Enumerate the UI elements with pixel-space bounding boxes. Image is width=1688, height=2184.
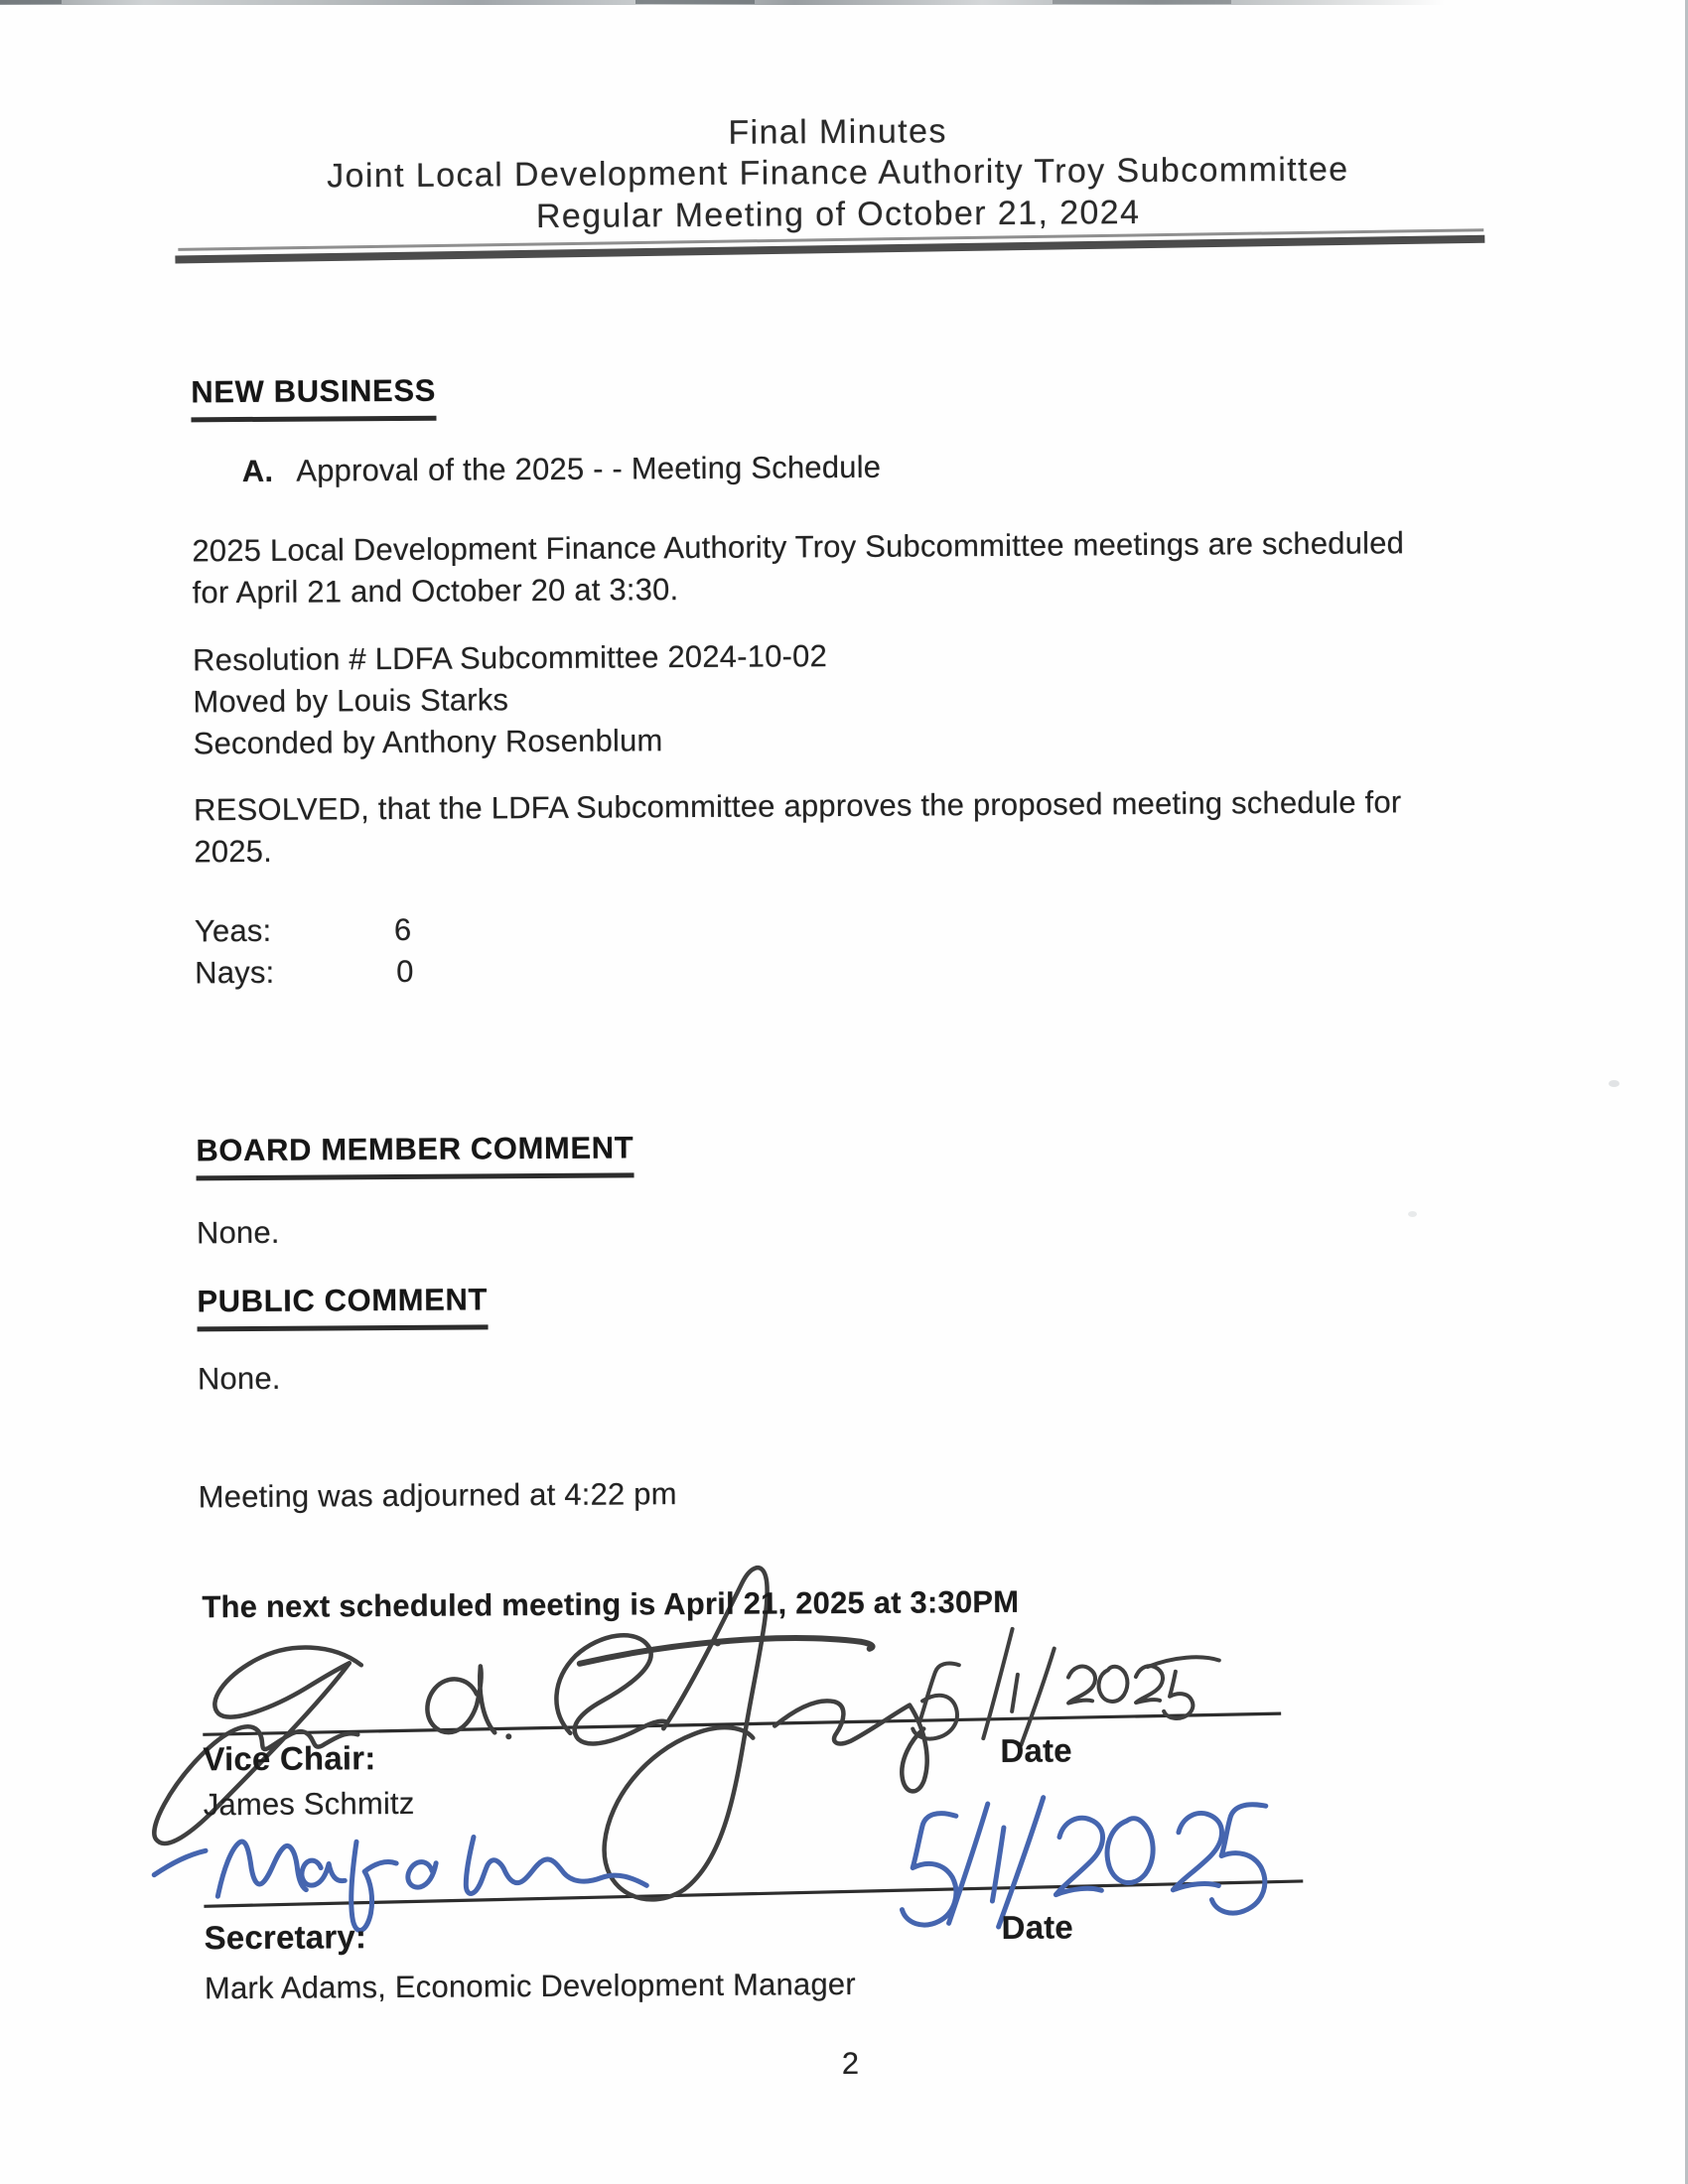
yeas-label: Yeas:	[194, 912, 272, 949]
public-comment-body: None.	[197, 1360, 281, 1397]
new-business-heading: NEW BUSINESS	[191, 370, 436, 423]
vice-chair-handwritten-date	[913, 1628, 1220, 1746]
scan-artifact-top-dash	[0, 0, 62, 4]
page-number: 2	[841, 2045, 860, 2082]
secretary-signature-line	[204, 1881, 1303, 1906]
next-meeting-line: The next scheduled meeting is April 21, 2025 at 3:30PM	[202, 1583, 1020, 1625]
document-title-line1: Final Minutes	[728, 112, 947, 152]
secretary-handwritten-date	[902, 1796, 1267, 1927]
moved-by: Moved by Louis Starks	[193, 682, 509, 720]
board-member-comment-heading: BOARD MEMBER COMMENT	[196, 1127, 633, 1180]
schedule-paragraph: 2025 Local Development Finance Authority Troy Subcommittee meetings are scheduled for April 21 and October 20 at 3:30.	[192, 525, 1405, 611]
secretary-label: Secretary:	[204, 1918, 367, 1957]
secretary-date-label: Date	[1001, 1908, 1074, 1946]
yeas-value: 6	[393, 911, 412, 948]
resolved-paragraph: RESOLVED, that the LDFA Subcommittee approves the proposed meeting schedule for 2025.	[193, 784, 1402, 870]
nays-value: 0	[396, 953, 414, 989]
vice-chair-name: James Schmitz	[203, 1785, 415, 1823]
vice-chair-date-label: Date	[1000, 1731, 1072, 1769]
adjournment-line: Meeting was adjourned at 4:22 pm	[198, 1476, 677, 1515]
resolution-block	[193, 635, 828, 764]
document-title-line3: Regular Meeting of October 21, 2024	[535, 194, 1141, 236]
agenda-item-a	[242, 447, 882, 492]
vice-chair-label: Vice Chair:	[203, 1739, 376, 1778]
document-title-line2: Joint Local Development Finance Authority Troy Subcommittee	[327, 150, 1349, 196]
nays-label: Nays:	[195, 954, 275, 991]
vice-chair-signature-line	[203, 1713, 1281, 1734]
board-member-comment-body: None.	[196, 1214, 280, 1251]
agenda-item-letter: A.	[241, 453, 274, 489]
agenda-item-title: Approval of the 2025 - - Meeting Schedule	[296, 449, 882, 488]
seconded-by: Seconded by Anthony Rosenblum	[193, 723, 663, 761]
resolution-number: Resolution # LDFA Subcommittee 2024-10-02	[192, 638, 828, 678]
public-comment-heading: PUBLIC COMMENT	[197, 1279, 488, 1331]
secretary-name: Mark Adams, Economic Development Manager	[204, 1966, 856, 2006]
